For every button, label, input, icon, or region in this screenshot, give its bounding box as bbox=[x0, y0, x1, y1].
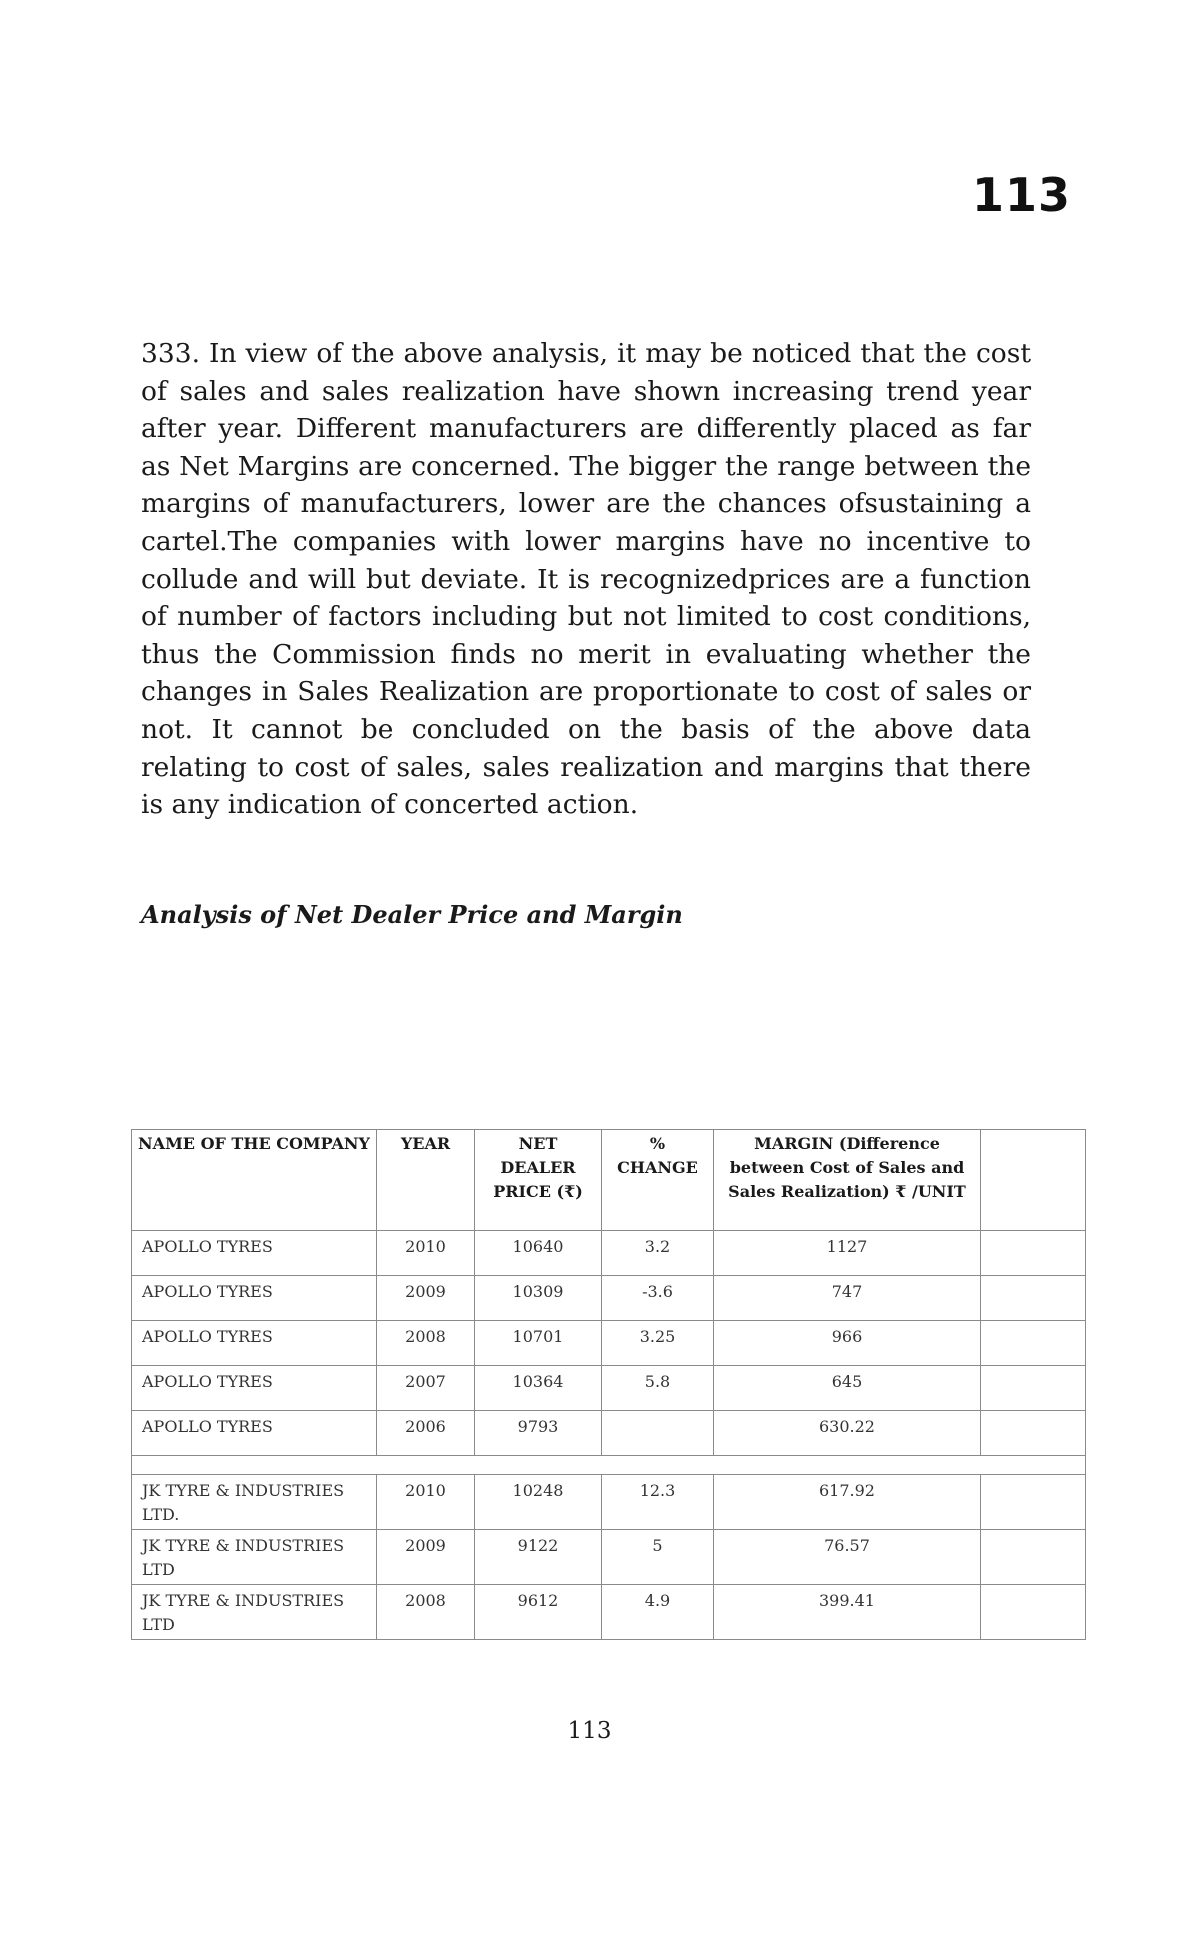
cell-company: APOLLO TYRES bbox=[132, 1411, 377, 1456]
cell-margin: 645 bbox=[714, 1366, 981, 1411]
header-change: % CHANGE bbox=[602, 1130, 714, 1231]
header-extra bbox=[981, 1130, 1086, 1231]
table-row bbox=[132, 1321, 1086, 1366]
header-price: NET DEALER PRICE (₹) bbox=[475, 1130, 602, 1231]
cell-year: 2009 bbox=[377, 1276, 475, 1321]
cell-extra bbox=[981, 1231, 1086, 1276]
cell-price: 10701 bbox=[475, 1321, 602, 1366]
cell-margin: 1127 bbox=[714, 1231, 981, 1276]
cell-change: 5.8 bbox=[602, 1366, 714, 1411]
cell-price: 10364 bbox=[475, 1366, 602, 1411]
cell-extra bbox=[981, 1276, 1086, 1321]
cell-change: 3.2 bbox=[602, 1231, 714, 1276]
table-row bbox=[132, 1411, 1086, 1456]
table-row bbox=[132, 1276, 1086, 1321]
spacer-cell bbox=[132, 1456, 1086, 1475]
table-row bbox=[132, 1231, 1086, 1276]
cell-company: APOLLO TYRES bbox=[132, 1366, 377, 1411]
cell-change bbox=[602, 1411, 714, 1456]
cell-price: 10309 bbox=[475, 1276, 602, 1321]
cell-margin: 747 bbox=[714, 1276, 981, 1321]
page-number-bottom: 113 bbox=[567, 1718, 612, 1744]
dealer-price-table bbox=[131, 1129, 1086, 1640]
cell-margin: 399.41 bbox=[714, 1585, 981, 1640]
body-paragraph: 333. In view of the above analysis, it may be noticed that the cost of sales and sales realization have shown increasing trend year after year. Different manufacturers are differently placed as far as Net Margins are concerned. The bigger the range between the margins of manufacturers, lower are the chances ofsustaining a cartel.The companies with lower margins have no incentive to collude and will but deviate. It is recognizedprices are a function of number of factors including but not limited to cost conditions, thus the Commission finds no merit in evaluating whether the changes in Sales Realization are proportionate to cost of sales or not. It cannot be concluded on the basis of the above data relating to cost of sales, sales realization and margins that there is any indication of concerted action. bbox=[141, 338, 1031, 821]
cell-year: 2006 bbox=[377, 1411, 475, 1456]
cell-price: 9122 bbox=[475, 1530, 602, 1585]
cell-margin: 76.57 bbox=[714, 1530, 981, 1585]
table-row bbox=[132, 1366, 1086, 1411]
header-year: YEAR bbox=[377, 1130, 475, 1231]
table-header-row bbox=[132, 1130, 1086, 1231]
cell-extra bbox=[981, 1321, 1086, 1366]
cell-margin: 617.92 bbox=[714, 1475, 981, 1530]
cell-change: 12.3 bbox=[602, 1475, 714, 1530]
header-company: NAME OF THE COMPANY bbox=[132, 1130, 377, 1231]
cell-price: 10248 bbox=[475, 1475, 602, 1530]
cell-year: 2010 bbox=[377, 1231, 475, 1276]
cell-extra bbox=[981, 1530, 1086, 1585]
cell-year: 2008 bbox=[377, 1585, 475, 1640]
cell-margin: 966 bbox=[714, 1321, 981, 1366]
table-row bbox=[132, 1475, 1086, 1530]
cell-extra bbox=[981, 1411, 1086, 1456]
cell-company: JK TYRE & INDUSTRIES LTD. bbox=[132, 1475, 377, 1530]
table-spacer-row bbox=[132, 1456, 1086, 1475]
cell-change: -3.6 bbox=[602, 1276, 714, 1321]
cell-price: 10640 bbox=[475, 1231, 602, 1276]
cell-margin: 630.22 bbox=[714, 1411, 981, 1456]
cell-extra bbox=[981, 1585, 1086, 1640]
cell-price: 9793 bbox=[475, 1411, 602, 1456]
cell-year: 2010 bbox=[377, 1475, 475, 1530]
cell-price: 9612 bbox=[475, 1585, 602, 1640]
cell-extra bbox=[981, 1366, 1086, 1411]
page-number-top: 113 bbox=[971, 168, 1071, 222]
cell-company: APOLLO TYRES bbox=[132, 1321, 377, 1366]
cell-extra bbox=[981, 1475, 1086, 1530]
cell-change: 5 bbox=[602, 1530, 714, 1585]
cell-company: APOLLO TYRES bbox=[132, 1276, 377, 1321]
header-margin: MARGIN (Difference between Cost of Sales and Sales Realization) ₹ /UNIT bbox=[714, 1130, 981, 1231]
table-row bbox=[132, 1585, 1086, 1640]
section-heading: Analysis of Net Dealer Price and Margin bbox=[141, 900, 683, 929]
cell-year: 2008 bbox=[377, 1321, 475, 1366]
cell-year: 2009 bbox=[377, 1530, 475, 1585]
cell-change: 3.25 bbox=[602, 1321, 714, 1366]
cell-company: JK TYRE & INDUSTRIES LTD bbox=[132, 1585, 377, 1640]
cell-change: 4.9 bbox=[602, 1585, 714, 1640]
cell-company: JK TYRE & INDUSTRIES LTD bbox=[132, 1530, 377, 1585]
table-row bbox=[132, 1530, 1086, 1585]
cell-company: APOLLO TYRES bbox=[132, 1231, 377, 1276]
cell-year: 2007 bbox=[377, 1366, 475, 1411]
